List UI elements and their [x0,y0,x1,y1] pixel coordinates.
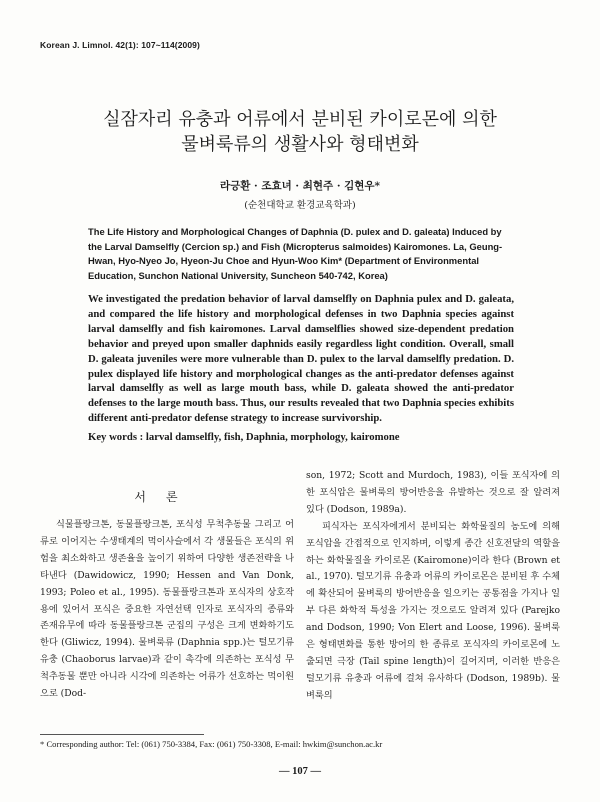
journal-citation: Korean J. Limnol. 42(1): 107~114(2009) [40,40,200,50]
korean-affiliation: (순천대학교 환경교육학과) [244,200,356,211]
footnote-rule [40,734,204,735]
keywords: Key words : larval damselfly, fish, Daphnia, morphology, kairomone [88,431,400,443]
corresponding-author-footnote: * Corresponding author: Tel: (061) 750-3384, Fax: (061) 750-3308, E-mail: hwkim@sunchon.ac.kr [40,739,383,749]
section-heading-introduction: 서론 [134,490,198,504]
korean-authors: 라긍환 · 조효녀 · 최현주 · 김현우* [219,180,381,192]
page-number: — 107 — [279,766,321,777]
english-title-block: The Life History and Morphological Changes of Daphnia (D. pulex and D. galeata) Induced by the Larval Damselfly (Cercion sp.) and Fish (Micropterus salmoides) Kairomones. La, Geung-Hwan, Hyo-Nyeo Jo, Hyeon-Ju Choe and Hyun-Woo Kim* (Department of Environmental Education, Sunchon National University, Suncheon 540-742, Korea) [88,226,503,281]
left-column [40,517,294,703]
left-column-paragraph: 식물플랑크톤, 동물플랑크톤, 포식성 무척추동물 그리고 어류로 이어지는 수생태계의 먹이사슬에서 각 생물들은 포식의 위험을 최소화하고 생존율을 높이기 위하여 다양한 생존전략을 나타낸다 (Dawidowicz, 1990; Hessen and Van Donk, 1993; Poleo et al., 1995). 동물플랑크톤과 포식자의 상호작용에 있어서 포식은 중요한 자연선택 인자로 포식자의 종류와 존재유무에 따라 동물플랑크톤 군집의 구성은 크게 변화하기도 한다 (Gliwicz, 1994). 물벼룩류 (Daphnia spp.)는 털모기류 유충 (Chaoborus larvae)과 같이 촉각에 의존하는 포식성 무척추동물 뿐만 아니라 시각에 의존하는 어류가 선호하는 먹이원으로 (Dod- [40,519,294,700]
korean-title-line-2: 물벼룩류의 생활사와 형태변화 [181,134,419,155]
right-column-paragraph-1: son, 1972; Scott and Murdoch, 1983), 이들 포식자에 의한 포식압은 물벼룩의 방어반응을 유발하는 것으로 잘 알려져 있다 (Dodson, 1989a). [306,470,560,515]
abstract: We investigated the predation behavior of larval damselfly on Daphnia pulex and D. galeata, and compared the life history and morphological defenses in two Daphnia species against larval damselfly and fish kairomones. Larval damselflies showed size-dependent predation behavior and preyed upon smaller daphnids easily regardless light condition. Overall, small D. galeata juveniles were more vulnerable than D. pulex to the larval damselfly predation. D. pulex displayed life history and morphological changes as the anti-predator defenses against larval damselfly as well as large mouth bass, while D. galeata showed the anti-predator defenses to the large mouth bass. Thus, our results revealed that two Daphnia species exhibits different anti-predator defense strategy to increase survivorship. [88,293,514,425]
right-column-paragraph-2: 피식자는 포식자에게서 분비되는 화학물질의 농도에 의해 포식압을 간접적으로 인지하며, 이렇게 종간 신호전달의 역할을 하는 화학물질을 카이로몬 (Kairomone)이라 한다 (Brown et al., 1970). 털모기류 유충과 어류의 카이로몬은 분비된 후 수체에 확산되어 물벼룩의 방어반응을 일으키는 공통점을 가지나 일부 다른 화학적 특성을 가지는 것으로도 알려져 있다 (Parejko and Dodson, 1990; Von Elert and Loose, 1996). 물벼룩은 형태변화를 통한 방어의 한 종류로 포식자의 카이로몬에 노출되면 극장 (Tail spine length)이 길어지며, 이러한 반응은 털모기류 유충과 어류에 걸쳐 유사하다 (Dodson, 1989b). 물벼룩의 [306,520,560,701]
korean-title-line-1: 실잠자리 유충과 어류에서 분비된 카이로몬에 의한 [103,109,497,130]
right-column [306,468,560,705]
